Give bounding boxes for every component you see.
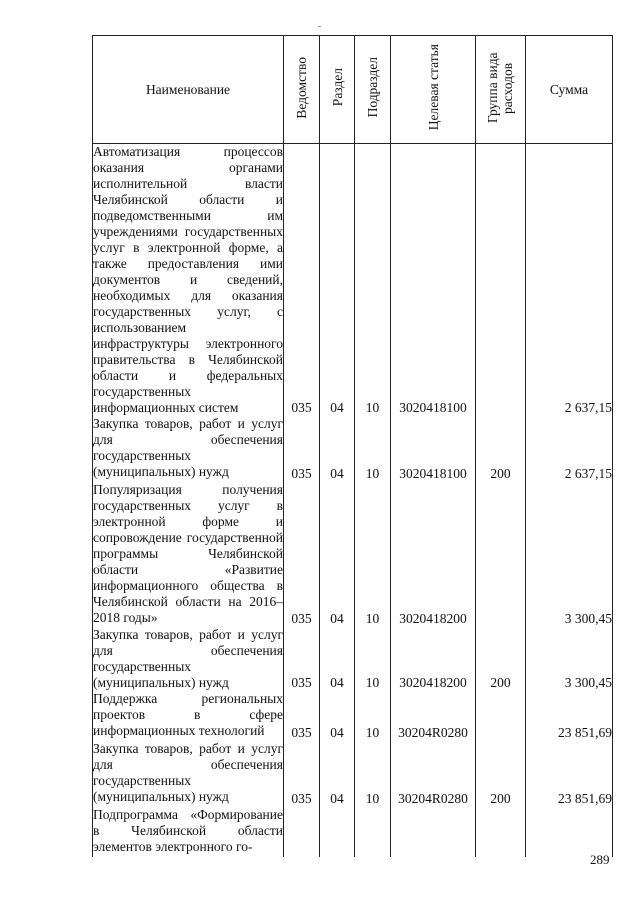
- row-expense-group: [476, 691, 526, 741]
- table-row: [93, 144, 613, 417]
- row-department: 035: [284, 144, 320, 417]
- header-subsection: Подраздел: [355, 36, 391, 144]
- header-expense-group: Группа вида расходов: [476, 36, 526, 144]
- row-subsection: 10: [355, 482, 391, 627]
- row-department: 035: [284, 416, 320, 482]
- table-header-row: [93, 36, 613, 144]
- row-target-article: 30204R0280: [391, 741, 476, 807]
- table-row: [93, 482, 613, 627]
- row-subsection: 10: [355, 741, 391, 807]
- table-row: [93, 416, 613, 482]
- row-expense-group: [476, 482, 526, 627]
- row-target-article: 3020418100: [391, 144, 476, 417]
- row-section: 04: [320, 691, 355, 741]
- row-amount: 2 637,15: [526, 144, 613, 417]
- row-section: 04: [320, 416, 355, 482]
- row-amount: 23 851,69: [526, 691, 613, 741]
- row-name: Поддержка региональных проектов в сфере информационных технологий: [93, 691, 284, 741]
- table-row: [93, 627, 613, 691]
- row-target-article: 30204R0280: [391, 691, 476, 741]
- row-subsection: 10: [355, 144, 391, 417]
- row-section: 04: [320, 627, 355, 691]
- row-name: Закупка товаров, работ и услуг для обеспечения государственных (муниципальных) нужд: [93, 416, 284, 482]
- row-name: Закупка товаров, работ и услуг для обеспечения государственных (муниципальных) нужд: [93, 627, 283, 690]
- row-name: Подпрограмма «Формирование в Челябинской области элементов электронного го-: [93, 807, 284, 857]
- row-section: 04: [320, 144, 355, 417]
- row-amount: 3 300,45: [526, 482, 613, 627]
- row-expense-group: [476, 144, 526, 417]
- row-department: 035: [284, 691, 320, 741]
- row-name: Закупка товаров, работ и услуг для обеспечения государственных (муниципальных) нужд: [93, 741, 284, 807]
- row-amount: 3 300,45: [526, 627, 613, 691]
- row-name: Популяризация получения государственных услуг в электронной форме и сопровождение государственной программы Челябинской области «Развитие информационного общества в Челябинской области на 2016–2018 годы»: [93, 482, 283, 625]
- row-department: [284, 807, 320, 857]
- table-row: [93, 807, 613, 857]
- row-expense-group: 200: [476, 627, 526, 691]
- row-section: 04: [320, 482, 355, 627]
- row-amount: 2 637,15: [526, 416, 613, 482]
- row-expense-group: 200: [476, 416, 526, 482]
- row-target-article: 3020418200: [391, 627, 476, 691]
- row-expense-group: 200: [476, 741, 526, 807]
- row-amount: [526, 807, 613, 857]
- table-row: [93, 741, 613, 807]
- row-amount: 23 851,69: [526, 741, 613, 807]
- row-subsection: 10: [355, 416, 391, 482]
- header-name: Наименование: [93, 36, 284, 144]
- row-subsection: 10: [355, 691, 391, 741]
- header-target-article: Целевая статья: [391, 36, 476, 144]
- page-number: 289: [590, 852, 610, 867]
- row-subsection: [355, 807, 391, 857]
- row-section: [320, 807, 355, 857]
- row-name: Автоматизация процессов оказания органами исполнительной власти Челябинской области и подведомственными им учреждениями государственных услуг в электронной форме, а также предоставления ими документов и сведений, необходимых для оказания государственных услуг, с использованием инфраструктуры электронного правительства в Челябинской области и федеральных государственных информационных систем: [93, 144, 283, 415]
- row-subsection: 10: [355, 627, 391, 691]
- header-section: Раздел: [320, 36, 355, 144]
- row-target-article: 3020418200: [391, 482, 476, 627]
- budget-table: [92, 35, 613, 857]
- row-target-article: [391, 807, 476, 857]
- row-section: 04: [320, 741, 355, 807]
- table-row: [93, 691, 613, 741]
- row-target-article: 3020418100: [391, 416, 476, 482]
- row-department: 035: [284, 741, 320, 807]
- header-amount: Сумма: [526, 36, 613, 144]
- scan-mark: [318, 26, 321, 27]
- row-department: 035: [284, 482, 320, 627]
- row-department: 035: [284, 627, 320, 691]
- header-department: Ведомство: [284, 36, 320, 144]
- row-expense-group: [476, 807, 526, 857]
